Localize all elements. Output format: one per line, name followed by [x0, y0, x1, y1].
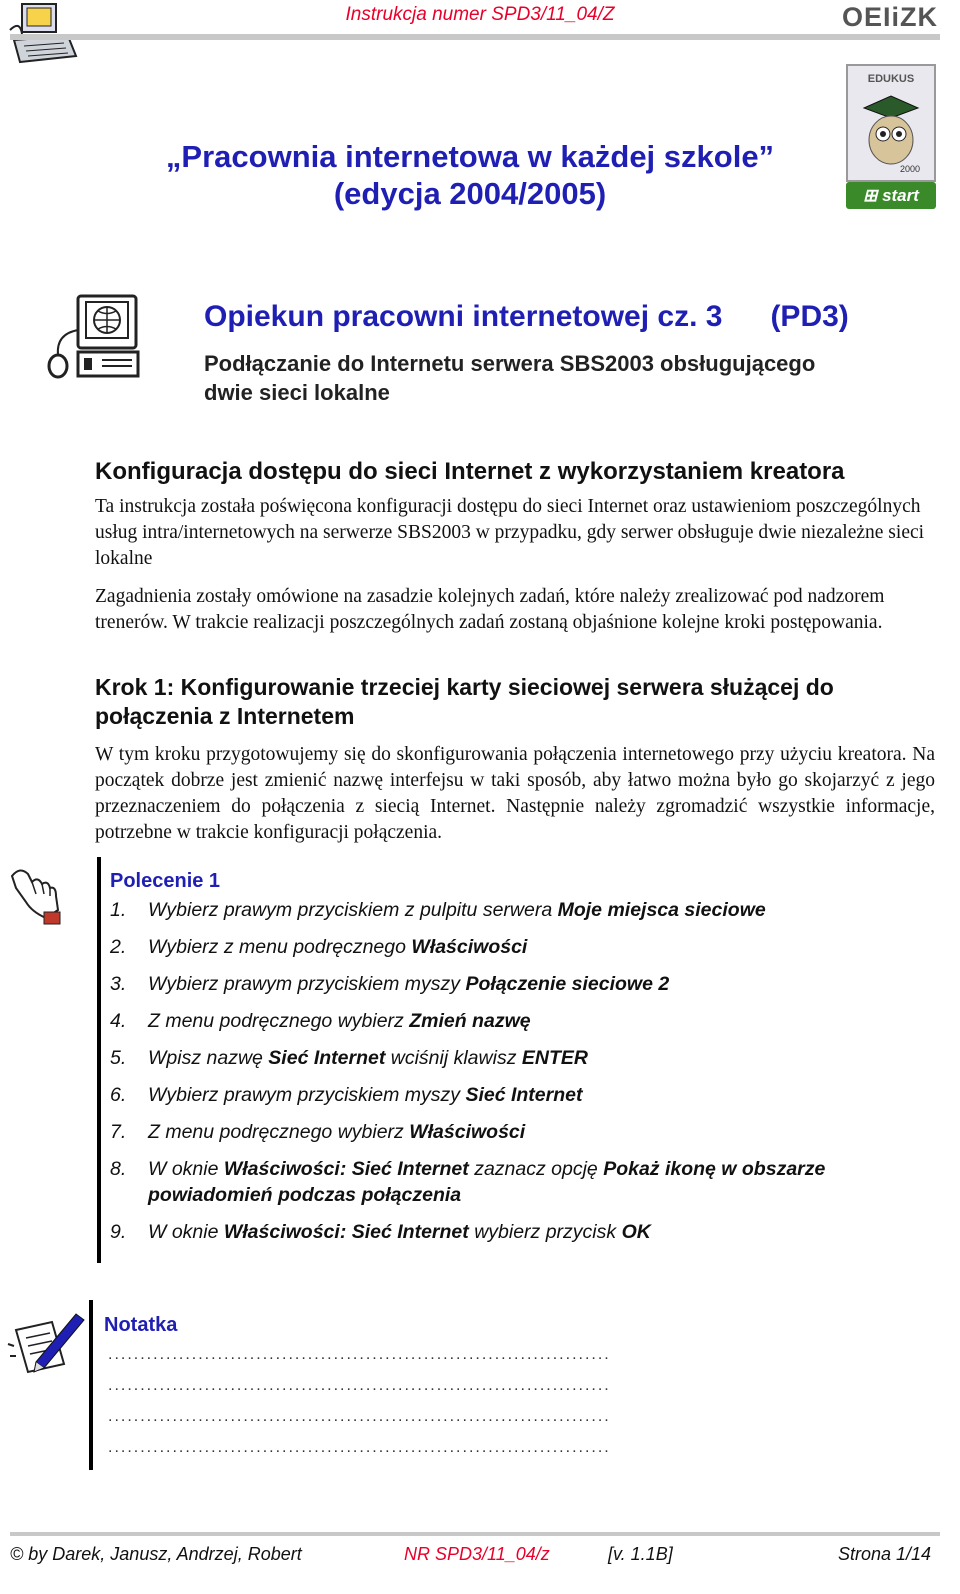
oeiizk-logo: OEIiZK — [841, 2, 938, 32]
pen-note-icon — [6, 1308, 92, 1384]
note-line: .............................................................................. — [108, 1439, 611, 1456]
polecenie-step — [110, 971, 940, 997]
polecenie-step — [110, 897, 940, 923]
footer-nr: NR SPD3/11_04/z — [404, 1544, 550, 1564]
polecenie-step — [110, 1082, 940, 1108]
footer-authors: © by Darek, Janusz, Andrzej, Robert — [10, 1544, 302, 1564]
step-text-part: zaznacz opcję — [468, 1158, 604, 1180]
topics-paragraph: Zagadnienia zostały omówione na zasadzie kolejnych zadań, które należy zrealizować pod nadzorem trenerów. W trakcie realizacji poszczególnych zadań zostaną objaśnione kolejne kroki postępowania. — [95, 586, 885, 633]
step-text — [148, 1219, 651, 1245]
polecenie-step — [110, 934, 940, 960]
polecenie-step — [110, 1045, 940, 1071]
footer-page: Strona 1/14 — [838, 1544, 932, 1564]
step-number: 4. — [110, 1010, 127, 1032]
step-number: 3. — [110, 973, 127, 995]
header-divider — [10, 34, 940, 40]
step-text — [148, 971, 669, 997]
header-title: Instrukcja numer SPD3/11_04/Z — [345, 4, 615, 25]
note-line: .............................................................................. — [108, 1408, 611, 1425]
subtitle-topic: Podłączanie do Internetu serwera SBS2003 obsługującego dwie sieci lokalne — [204, 351, 816, 405]
step-number: 2. — [110, 936, 127, 958]
step-text-part: Wybierz prawym przyciskiem z pulpitu serwera — [148, 899, 558, 921]
step-text-part: Z menu podręcznego wybierz — [148, 1121, 410, 1143]
footer-divider — [10, 1532, 940, 1536]
windows-flag-icon: ⊞ — [863, 186, 878, 205]
notatka-bar — [89, 1300, 93, 1470]
polecenie-bar — [97, 857, 101, 1263]
section-heading: Konfiguracja dostępu do sieci Internet z wykorzystaniem kreatora — [95, 458, 845, 485]
step-emphasis: Właściwości — [411, 936, 528, 958]
step-emphasis: Sieć Internet — [268, 1047, 386, 1069]
intro-paragraph: Ta instrukcja została poświęcona konfiguracji dostępu do sieci Internet oraz ustawieniom poszczególnych usług intra/internetowych na serwerze SBS2003 w przypadku, gdy serwer obsługuje dwie niezależne sieci lokalne — [95, 496, 925, 569]
step-text — [148, 934, 527, 960]
step-emphasis: Właściwości: Sieć Internet — [223, 1158, 469, 1180]
step-number: 8. — [110, 1158, 127, 1180]
step-number: 5. — [110, 1047, 127, 1069]
step-emphasis: Zmień nazwę — [409, 1010, 531, 1032]
subtitle: Opiekun pracowni internetowej cz. 3 (PD3) — [204, 300, 849, 333]
step-text-part: Z menu podręcznego wybierz — [148, 1010, 410, 1032]
step-number: 9. — [110, 1221, 127, 1243]
step-number: 1. — [110, 899, 127, 921]
step-emphasis: Sieć Internet — [465, 1084, 583, 1106]
step-text-part: W oknie — [148, 1158, 224, 1180]
step-emphasis: Moje miejsca sieciowe — [557, 899, 766, 921]
step-text — [148, 1119, 525, 1145]
step-heading: Krok 1: Konfigurowanie trzeciej karty sieciowej serwera służącej do połączenia z Internetem — [95, 674, 834, 729]
step-text — [148, 897, 766, 923]
polecenie-step — [110, 1219, 940, 1245]
footer-version: [v. 1.1B] — [608, 1544, 673, 1564]
step-text-part: Wybierz prawym przyciskiem myszy — [148, 973, 466, 995]
step-text-part: Wybierz prawym przyciskiem myszy — [148, 1084, 466, 1106]
step-text — [148, 1082, 582, 1108]
polecenie-steps — [110, 897, 940, 1256]
step-emphasis: Połączenie sieciowe 2 — [465, 973, 670, 995]
step-text — [148, 1156, 940, 1208]
monitor-globe-icon — [46, 294, 142, 380]
notatka-label: Notatka — [104, 1314, 178, 1336]
step-emphasis: ENTER — [521, 1047, 588, 1069]
step-emphasis: OK — [621, 1221, 651, 1243]
step-emphasis: Pokaż ikonę w obszarze powiadomień podczas połączenia — [148, 1158, 826, 1206]
step-number: 7. — [110, 1121, 127, 1143]
step-text-part: Wybierz z menu podręcznego — [148, 936, 412, 958]
step-text — [148, 1008, 531, 1034]
step-text-part: W oknie — [148, 1221, 224, 1243]
polecenie-label: Polecenie 1 — [110, 870, 221, 892]
document-title: „Pracownia internetowa w każdej szkole” (edycja 2004/2005) — [165, 139, 775, 211]
edukus-label: EDUKUS — [867, 73, 915, 85]
step-paragraph: W tym kroku przygotowujemy się do skonfigurowania połączenia internetowego przy użyciu kreatora. Na początek dobrze jest zmienić nazwę interfejsu w taki sposób, aby łatwo można było go skojarzyć z jego przeznaczeniem do połączenia z siecią Internet. Następnie należy zgromadzić wszystkie informacje, potrzebne w trakcie konfiguracji połączenia. — [95, 744, 935, 843]
step-emphasis: Właściwości: Sieć Internet — [223, 1221, 469, 1243]
edukus-year: 2000 — [899, 164, 921, 174]
polecenie-step — [110, 1008, 940, 1034]
hand-icon — [6, 862, 70, 930]
step-text-part: Wpisz nazwę — [148, 1047, 269, 1069]
polecenie-step — [110, 1156, 940, 1208]
note-line: .............................................................................. — [108, 1377, 611, 1394]
step-text-part: wybierz przycisk — [468, 1221, 622, 1243]
step-text-part: wciśnij klawisz — [385, 1047, 522, 1069]
step-text — [148, 1045, 588, 1071]
step-number: 6. — [110, 1084, 127, 1106]
start-button-image: ⊞ start — [846, 182, 936, 209]
step-emphasis: Właściwości — [409, 1121, 526, 1143]
note-line: .............................................................................. — [108, 1346, 611, 1363]
polecenie-step — [110, 1119, 940, 1145]
